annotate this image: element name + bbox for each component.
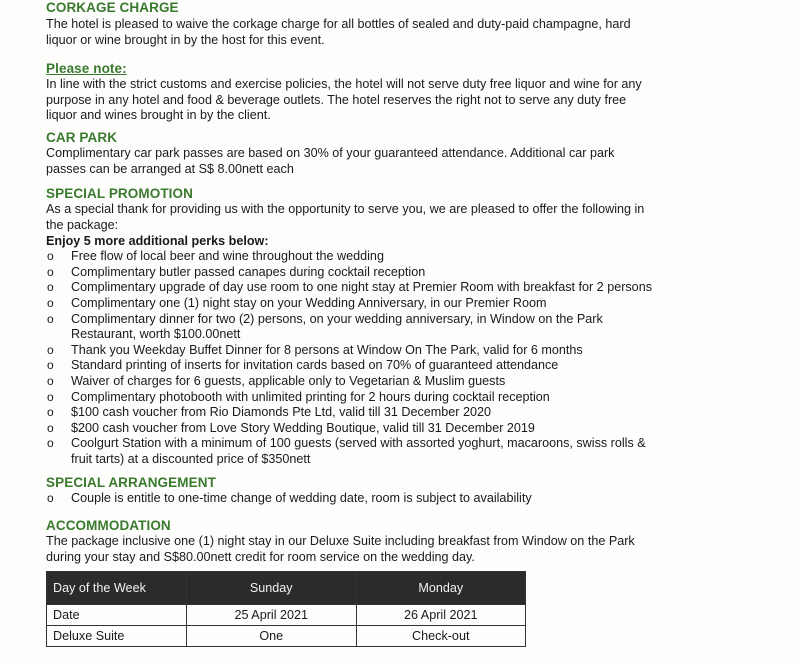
table-header-cell: Sunday [187,572,357,605]
perks-title: Enjoy 5 more additional perks below: [46,234,269,248]
special-promotion-heading: SPECIAL PROMOTION [46,186,193,201]
table-cell: Deluxe Suite [47,626,187,647]
table-header-cell: Day of the Week [47,572,187,605]
please-note-heading: Please note: [46,61,127,76]
table-row [47,605,526,626]
note-line-2: purpose in any hotel and food & beverage outlets. The hotel reserves the right not to serve any duty free [46,92,627,107]
car-park-heading: CAR PARK [46,130,118,145]
bullet-marker: o [47,374,54,388]
bullet-marker: o [47,421,54,435]
accommodation-table [46,571,526,647]
bullet-marker: o [47,343,54,357]
table-cell: Date [47,605,187,626]
note-line-3: liquor and wines brought in by the client. [46,108,271,123]
document-page: CORKAGE CHARGE The hotel is pleased to waive the corkage charge for all bottles of sealed and duty-paid champagne, hard liquor or wine brought in by the host for this event. Please note: In line with the strict customs and exercise policies, the hotel will not serve duty free liquor and wine for any purpose in any hotel and food & beverage outlets. The hotel reserves the right not to serve any duty free liquor and wines brought in by the client. CAR PARK Complimentary car park passes are based on 30% of your guaranteed attendance. Additional car park passes can be arranged at S$ 8.00nett each SPECIAL PROMOTION As a special thank for providing us with the opportunity to serve you, we are pleased to offer the following in the package: Enjoy 5 more additional perks below: o Free flow of local beer and wine throughout the wedding o Complimentary butler passed canapes during cocktail reception o Complimentary upgrade of day use room to one night stay at Premier Room with breakfast for 2 persons o Complimentary one (1) night stay on your Wedding Anniversary, in our Premier Room o Complimentary dinner for two (2) persons, on your wedding anniversary, in Window on the Park Restaurant, worth $100.00nett o Thank you Weekday Buffet Dinner for 8 persons at Window On The Park, valid for 6 months o Standard printing of inserts for invitation cards based on 70% of guaranteed attendance o Waiver of charges for 6 guests, applicable only to Vegetarian & Muslim guests o Complimentary photobooth with unlimited printing for 2 hours during cocktail reception o $100 cash voucher from Rio Diamonds Pte Ltd, valid till 31 December 2020 o $200 cash voucher from Love Story Wedding Boutique, valid till 31 December 2019 o Coolgurt Station with a minimum of 100 guests (served with assorted yoghurt, macaroons, swiss rolls & fruit tarts) at a discounted price of $350nett SPECIAL ARRANGEMENT o Couple is entitle to one-time change of wedding date, room is subject to availability ACCOMMODATION The package inclusive one (1) night stay in our Deluxe Suite including breakfast from Window on the Park during your stay and S$80.00nett credit for room service on the wedding day. Day of the Week Sunday Monday Date 25 April 2021 26 April 2021 Deluxe Suite One Check-out [0,0,800,664]
bullet-marker: o [47,358,54,372]
bullet-marker: o [47,312,54,326]
special-arrangement-heading: SPECIAL ARRANGEMENT [46,475,216,490]
bullet-marker: o [47,491,54,505]
table-header-cell: Monday [356,572,526,605]
accommodation-heading: ACCOMMODATION [46,518,171,533]
carpark-line-2: passes can be arranged at S$ 8.00nett each [46,161,294,176]
corkage-paragraph [46,17,706,48]
table-cell: Check-out [356,626,526,647]
bullet-marker: o [47,390,54,404]
bullet-marker: o [47,296,54,310]
table-header-row [47,572,526,605]
bullet-marker: o [47,280,54,294]
table-row [47,626,526,647]
table-cell: 26 April 2021 [356,605,526,626]
special-promotion-paragraph [46,202,706,233]
promo-line-2: the package: [46,217,119,232]
carpark-line-1: Complimentary car park passes are based on 30% of your guaranteed attendance. Additional car park [46,146,615,160]
note-line-1: In line with the strict customs and exercise policies, the hotel will not serve duty free liquor and wine for any [46,77,642,91]
bullet-marker: o [47,405,54,419]
bullet-marker: o [47,265,54,279]
accommodation-line-2: during your stay and S$80.00nett credit for room service on the wedding day. [46,549,475,564]
corkage-line-1: The hotel is pleased to waive the corkage charge for all bottles of sealed and duty-paid champagne, hard [46,17,631,31]
bullet-marker: o [47,436,54,450]
accommodation-paragraph [46,534,706,565]
bullet-marker: o [47,249,54,263]
corkage-line-2: liquor or wine brought in by the host for this event. [46,32,325,47]
car-park-paragraph [46,146,706,177]
corkage-heading: CORKAGE CHARGE [46,0,179,15]
promo-line-1: As a special thank for providing us with the opportunity to serve you, we are pleased to offer the following in [46,202,645,216]
please-note-paragraph [46,77,706,124]
accommodation-line-1: The package inclusive one (1) night stay in our Deluxe Suite including breakfast from Window on the Park [46,534,635,548]
table-cell: One [187,626,357,647]
table-cell: 25 April 2021 [187,605,357,626]
